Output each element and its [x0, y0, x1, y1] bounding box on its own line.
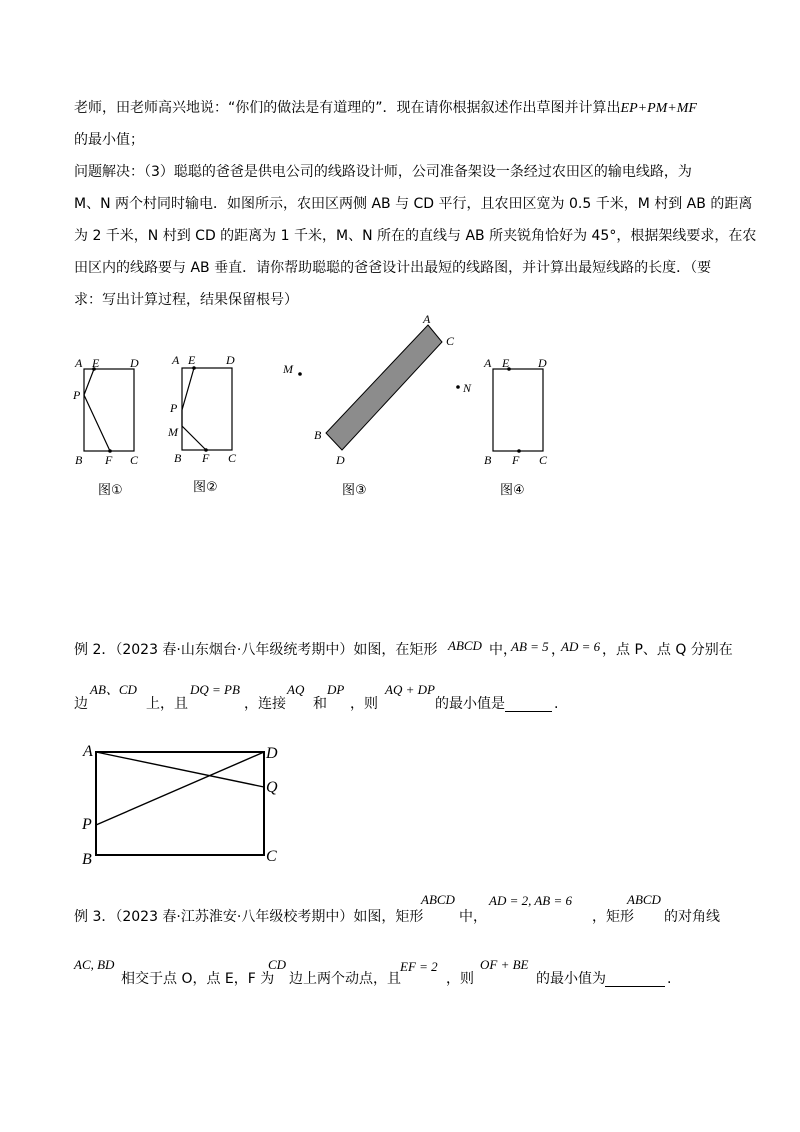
ex2-sum: AQ + DP — [385, 682, 435, 697]
ex2-abcd: ABCD — [448, 638, 482, 653]
label-C: C — [446, 334, 455, 348]
label-D: D — [130, 356, 139, 370]
ex3-period: . — [667, 971, 672, 987]
ex3-diagonal: 的对角线 — [664, 909, 720, 925]
figure-3-caption: 图③ — [342, 483, 367, 498]
ex2-edge: 边 — [74, 696, 88, 712]
para2-line2: M、N 两个村同时输电．如图所示，农田区两侧 AB 与 CD 平行，且农田区宽为 0.5 千米，M 村到 AB 的距离 — [74, 196, 753, 212]
label-A: A — [484, 356, 492, 370]
ex3-side: 边上两个动点，且 — [289, 971, 401, 987]
label-P: P — [170, 401, 178, 415]
figure-3 — [280, 312, 470, 472]
label-B: B — [82, 851, 92, 868]
figure-2-caption: 图② — [193, 480, 218, 495]
label-C: C — [130, 453, 139, 467]
figure-1 — [72, 352, 152, 467]
label-F: F — [202, 451, 210, 465]
ex3-ef: EF = 2 — [400, 959, 438, 974]
ex2-intro: 例 2．（2023 春·山东烟台·八年级统考期中）如图，在矩形 — [74, 642, 438, 658]
ex2-condition: DQ = PB — [190, 682, 240, 697]
label-M: M — [168, 425, 178, 439]
label-A: A — [423, 312, 431, 326]
ex3-rect: ，矩形 — [592, 909, 634, 925]
ex3-answer-blank[interactable] — [605, 986, 665, 987]
label-B: B — [75, 453, 83, 467]
ex2-on: 上，且 — [146, 696, 188, 712]
label-B: B — [174, 451, 182, 465]
ex2-aq: AQ — [287, 682, 305, 697]
ex2-in: 中， — [489, 642, 517, 658]
ex2-sides: AB、CD — [90, 682, 137, 697]
label-M: M — [283, 362, 293, 376]
figure-4 — [481, 352, 561, 467]
label-C: C — [539, 453, 548, 467]
ex3-condition: AD = 2, AB = 6 — [489, 893, 573, 908]
para1-line2: 的最小值； — [74, 132, 144, 148]
ex2-answer-blank[interactable] — [505, 711, 552, 712]
figure-4-caption: 图④ — [500, 483, 525, 498]
label-A: A — [75, 356, 83, 370]
label-A: A — [172, 353, 180, 367]
ex2-dp: DP — [327, 682, 345, 697]
ex3-cd: CD — [268, 957, 287, 972]
figure-1-caption: 图① — [98, 483, 123, 498]
ex3-sum: OF + BE — [480, 957, 529, 972]
ex2-minimum: 的最小值是 — [435, 696, 505, 712]
label-B: B — [484, 453, 492, 467]
ex3-minimum: 的最小值为 — [536, 971, 606, 987]
ex3-diagonals: AC, BD — [74, 957, 115, 972]
label-F: F — [512, 453, 520, 467]
label-C: C — [266, 848, 277, 865]
ex3-intersect: 相交于点 O，点 E，F 为 — [121, 971, 275, 987]
ex2-line1 — [74, 643, 437, 657]
ex2-then: ，则 — [350, 696, 378, 712]
para2-line1: 问题解决：（3）聪聪的爸爸是供电公司的线路设计师，公司准备架设一条经过农田区的输电线路，为 — [74, 164, 692, 180]
label-Q: Q — [266, 779, 278, 796]
label-A: A — [83, 743, 93, 760]
ex2-and: 和 — [313, 696, 327, 712]
para1-line1: 老师，田老师高兴地说：“你们的做法是有道理的”．现在请你根据叙述作出草图并计算出 — [74, 100, 621, 116]
ex3-abcd: ABCD — [421, 892, 455, 907]
ex2-ab-eq: AB = 5 — [511, 639, 549, 654]
para2-line3: 为 2 千米，N 村到 CD 的距离为 1 千米，M、N 所在的直线与 AB 所夹锐角恰好为 45°，根据架线要求，在农 — [74, 228, 757, 244]
figure-2 — [168, 350, 248, 465]
label-F: F — [105, 453, 113, 467]
ex2-points: ，点 P、点 Q 分别在 — [602, 642, 733, 658]
ex3-in: 中， — [459, 909, 487, 925]
ex3-abcd2: ABCD — [627, 892, 661, 907]
ex3-then: ，则 — [446, 971, 474, 987]
ex2-ad-eq: AD = 6 — [561, 639, 601, 654]
label-D: D — [336, 453, 345, 467]
ex3-intro: 例 3．（2023 春·江苏淮安·八年级校考期中）如图，矩形 — [74, 909, 424, 925]
label-E: E — [502, 356, 510, 370]
label-D: D — [226, 353, 235, 367]
label-P: P — [82, 816, 92, 833]
para2-line4: 田区内的线路要与 AB 垂直．请你帮助聪聪的爸爸设计出最短的线路图，并计算出最短线路的长度．（要 — [74, 260, 712, 276]
text-line — [74, 101, 697, 116]
para2-line5: 求：写出计算过程，结果保留根号） — [74, 292, 298, 308]
label-P: P — [73, 388, 81, 402]
label-B: B — [314, 428, 322, 442]
example-2-figure — [78, 740, 298, 870]
ex2-connect: ，连接 — [244, 696, 286, 712]
label-N: N — [463, 381, 472, 395]
ex2-sep: ， — [551, 642, 565, 658]
label-D: D — [538, 356, 547, 370]
label-D: D — [266, 745, 278, 762]
label-E: E — [188, 353, 196, 367]
ex2-period: . — [554, 696, 559, 712]
label-C: C — [228, 451, 237, 465]
para1-expression: EP+PM+MF — [620, 101, 697, 116]
label-E: E — [92, 356, 100, 370]
